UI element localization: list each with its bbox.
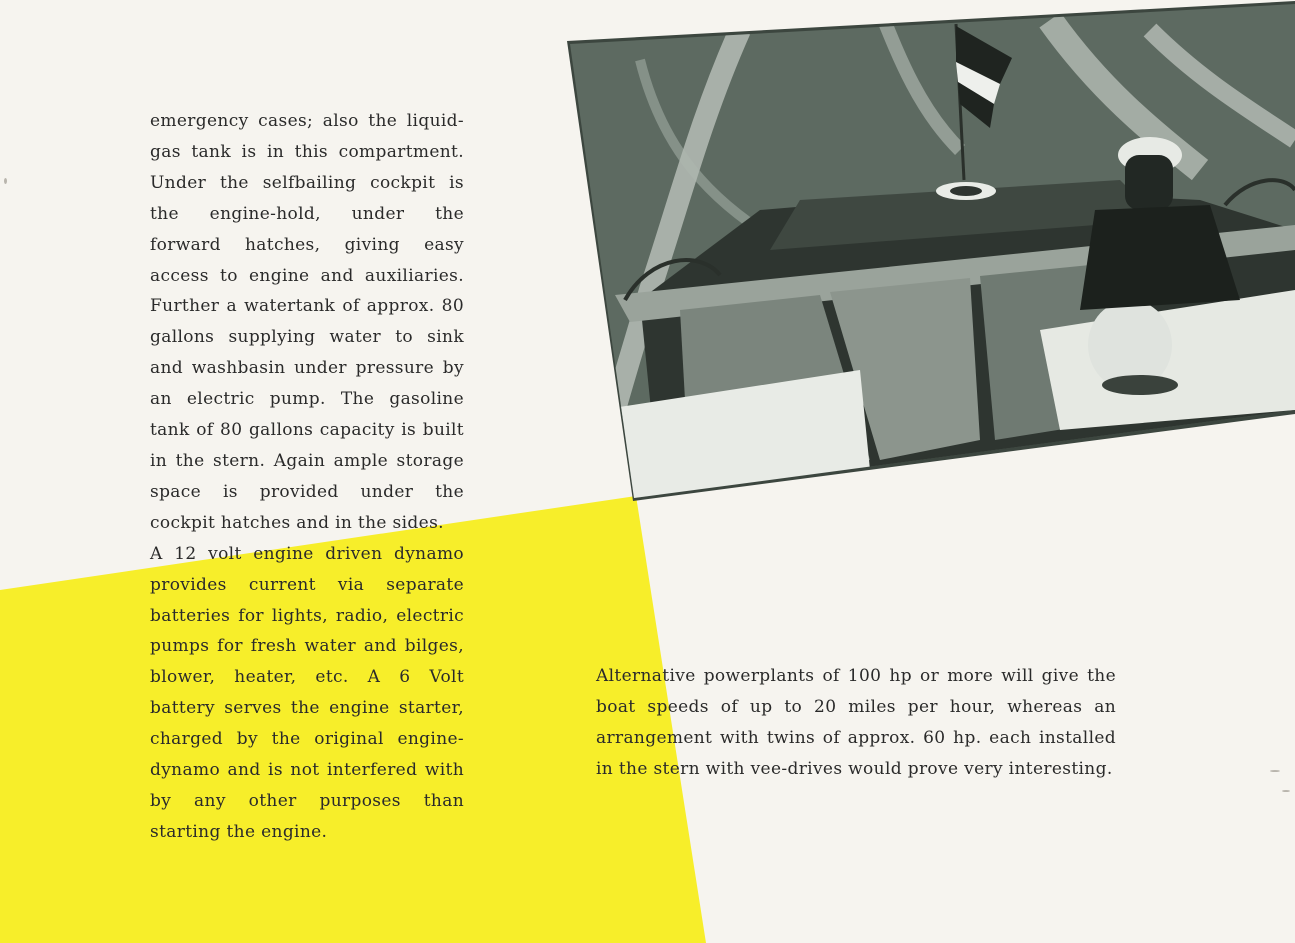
- left-paragraph-2: A 12 volt engine driven dynamo provides current via separate batteries for lights, radio, electric pumps for fresh water and bilges, blower, heater, etc. A 6 Volt battery serves the engine starter, charged by the original engine-dynamo and is not interfered with by any other purposes than starting the engine.: [150, 543, 464, 842]
- paper-speck: [1270, 770, 1280, 772]
- paper-speck: [1282, 790, 1290, 792]
- right-paragraph: Alternative powerplants of 100 hp or more will give the boat speeds of up to 20 miles per hour, whereas an arrangement with twins of approx. 60 hp. each installed in the stern with vee-drives would prove very interesting.: [596, 666, 1116, 779]
- paper-speck: [4, 178, 7, 184]
- left-text-column: [150, 106, 464, 848]
- left-paragraph-1: emergency cases; also the liquid-gas tank is in this compartment. Under the selfbailing cockpit is the engine-hold, under the forward hatches, giving easy access to engine and auxiliaries. Further a watertank of approx. 80 gallons supplying water to sink and washbasin under pressure by an electric pump. The gasoline tank of 80 gallons capacity is built in the stern. Again ample storage space is provided under the cockpit hatches and in the sides.: [150, 111, 464, 533]
